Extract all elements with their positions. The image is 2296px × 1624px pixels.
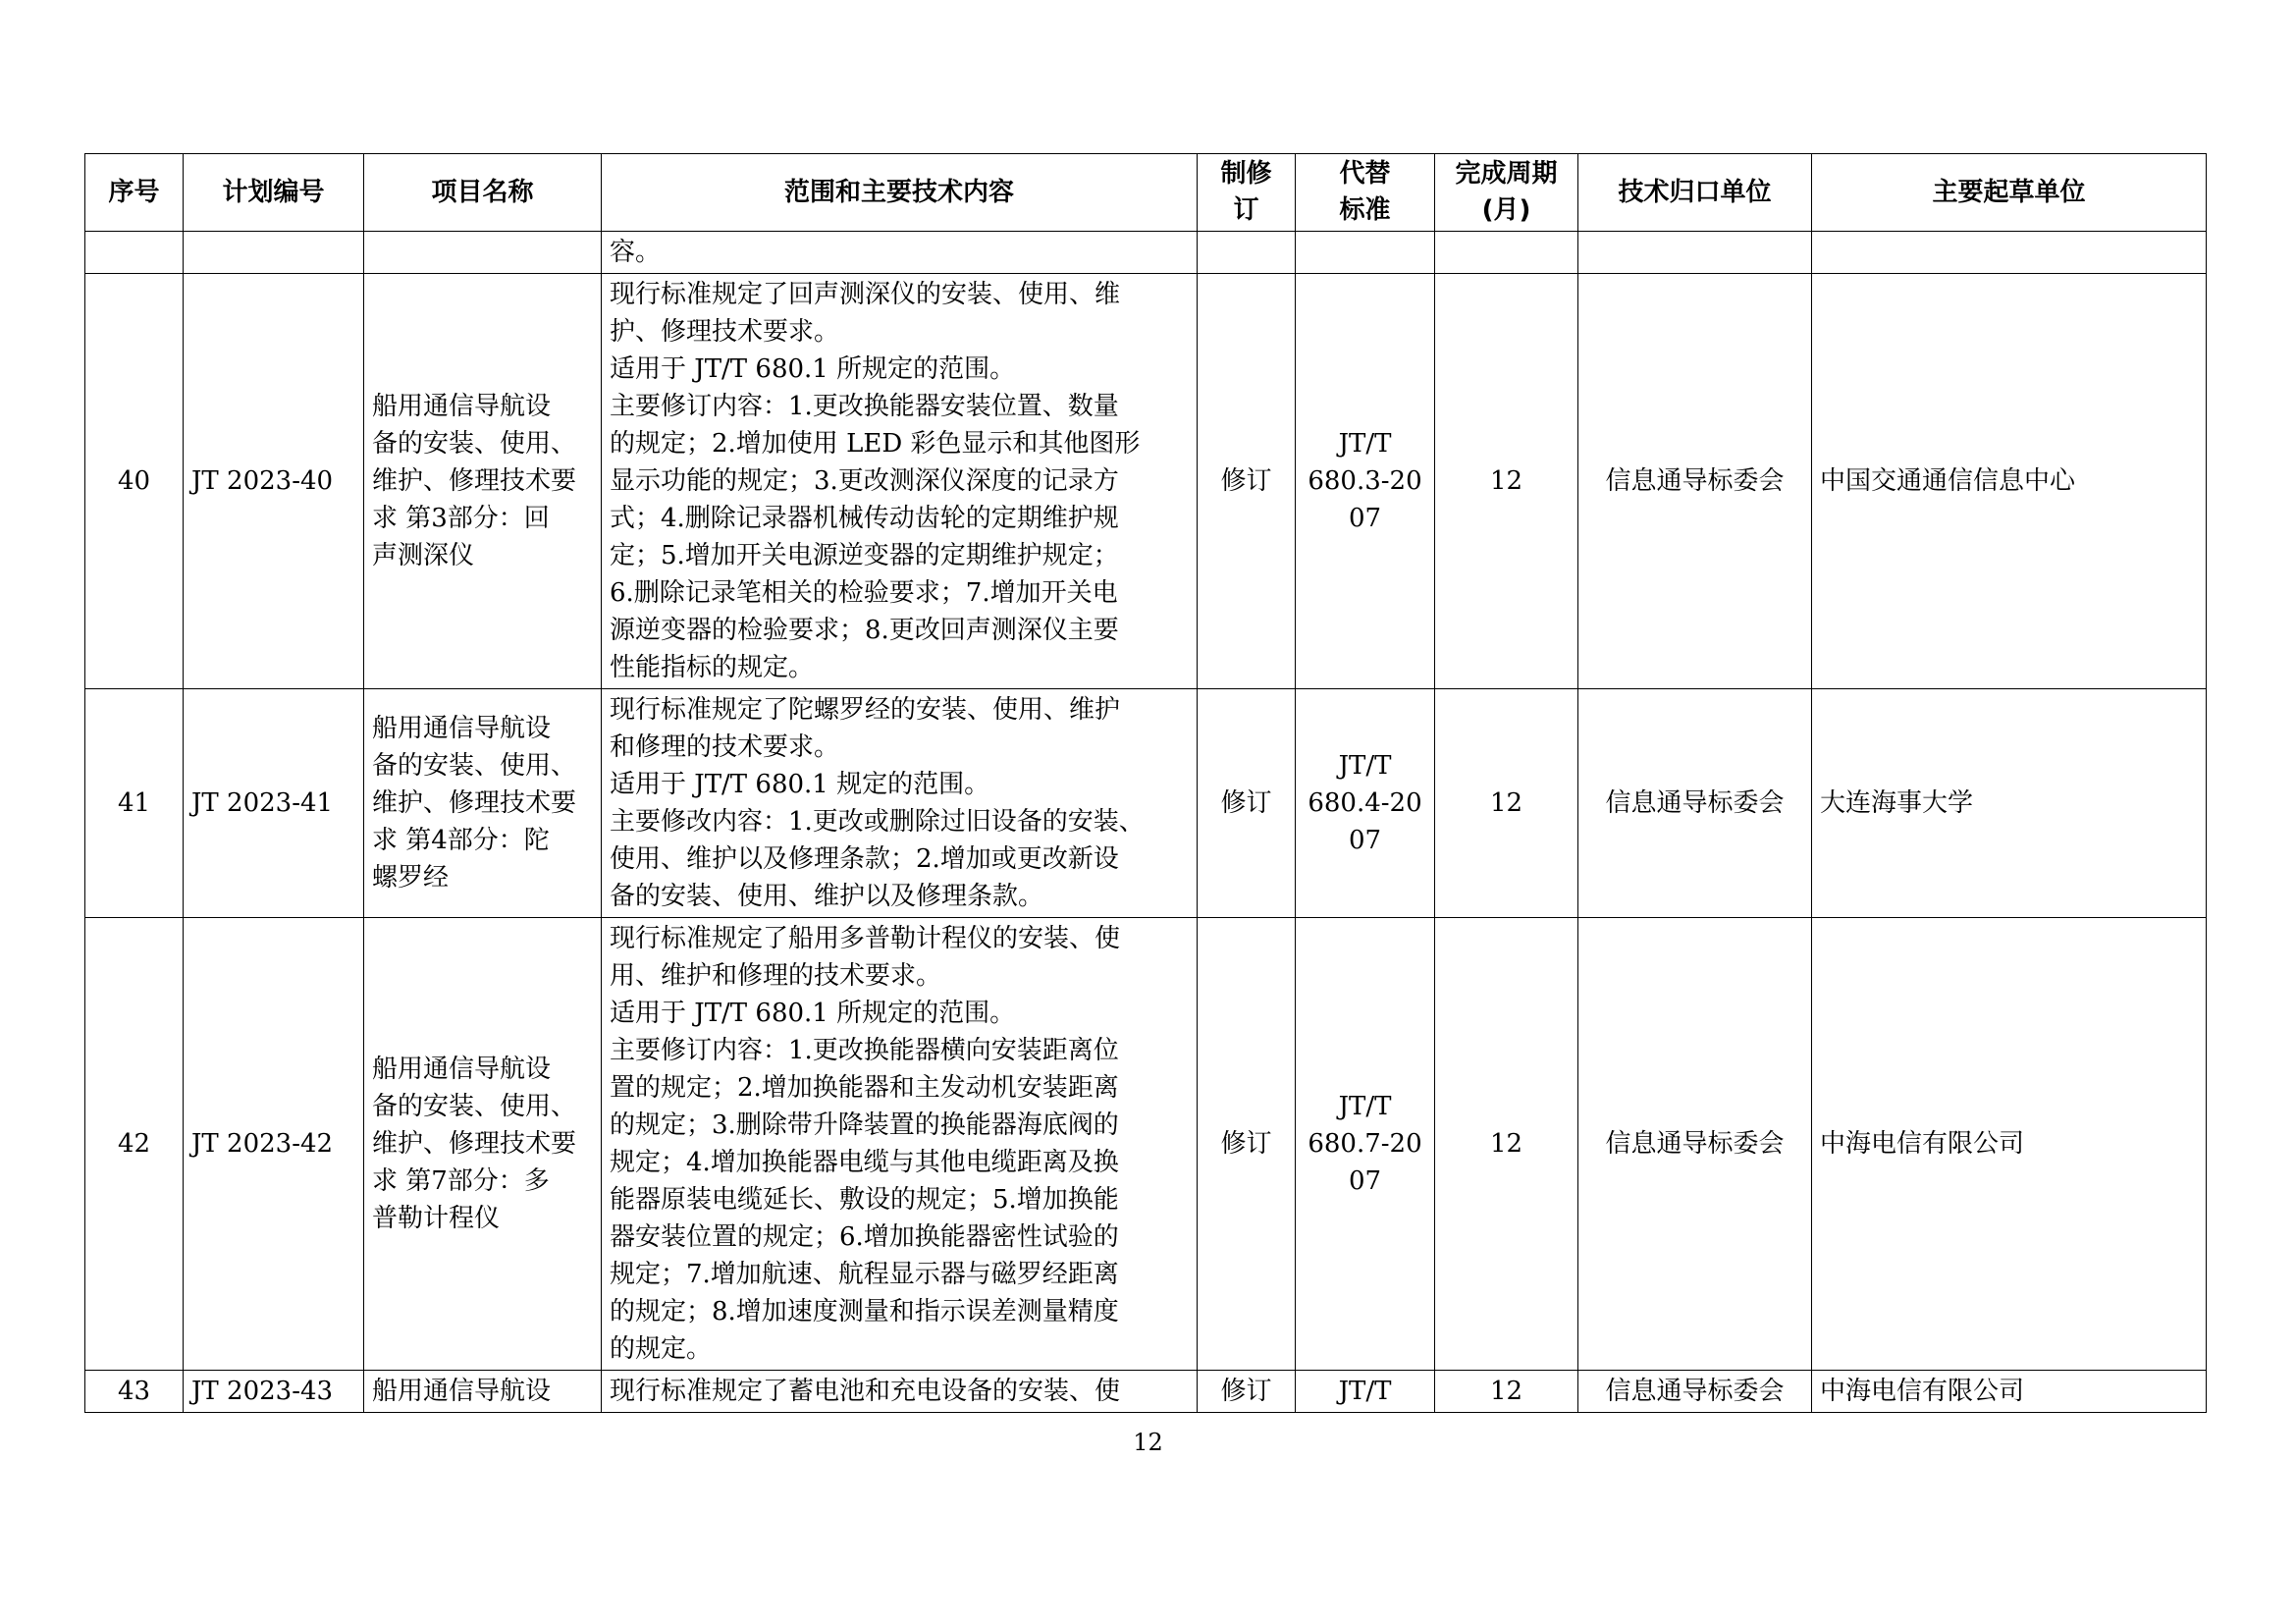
header-revision-line: 制修 [1220, 159, 1272, 189]
cell-empty [1812, 232, 2207, 274]
scope-line: 现行标准规定了陀螺罗经的安装、使用、维护 [610, 695, 1121, 725]
scope-line: 护、修理技术要求。 [610, 317, 840, 347]
name-line: 求 第3部分：回 [372, 504, 550, 533]
cell-seq: 40 [85, 274, 184, 689]
page-number: 12 [1133, 1429, 1163, 1456]
name-line: 船用通信导航设 [372, 1055, 552, 1084]
header-scope: 范围和主要技术内容 [602, 154, 1198, 232]
scope-line: 性能指标的规定。 [610, 653, 815, 682]
name-line: 求 第4部分：陀 [372, 826, 550, 855]
scope-line: 适用于 JT/T 680.1 规定的范围。 [610, 770, 990, 799]
header-revision-line: 订 [1233, 195, 1259, 225]
name-line: 螺罗经 [372, 863, 450, 893]
cell-empty [1435, 232, 1578, 274]
cell-project-name [364, 1371, 602, 1413]
replace-line: JT/T [1338, 429, 1392, 459]
cell-replace [1296, 274, 1435, 689]
cell-empty [85, 232, 184, 274]
cell-scope [602, 1371, 1198, 1413]
cell-tech-unit: 信息通导标委会 [1578, 689, 1812, 918]
cell-project-name [364, 689, 602, 918]
cell-revision: 修订 [1198, 274, 1296, 689]
cell-period: 12 [1435, 918, 1578, 1371]
cell-seq: 43 [85, 1371, 184, 1413]
scope-line: 源逆变器的检验要求；8.更改回声测深仪主要 [610, 616, 1119, 645]
scope-line: 器安装位置的规定；6.增加换能器密性试验的 [610, 1222, 1119, 1252]
scope-line: 现行标准规定了蓄电池和充电设备的安装、使 [610, 1377, 1121, 1406]
header-replace-line: 代替 [1339, 159, 1391, 189]
header-plan-no: 计划编号 [184, 154, 364, 232]
name-line: 船用通信导航设 [372, 392, 552, 421]
header-tech-unit: 技术归口单位 [1578, 154, 1812, 232]
replace-line: 07 [1348, 504, 1382, 533]
cell-empty [184, 232, 364, 274]
scope-line: 定；5.增加开关电源逆变器的定期维护规定； [610, 541, 1119, 570]
header-replace [1296, 154, 1435, 232]
name-line: 普勒计程仪 [372, 1204, 501, 1233]
header-period [1435, 154, 1578, 232]
cell-period: 12 [1435, 1371, 1578, 1413]
scope-line: 显示功能的规定；3.更改测深仪深度的记录方 [610, 466, 1119, 496]
header-project-name: 项目名称 [364, 154, 602, 232]
name-line: 备的安装、使用、 [372, 751, 577, 781]
standards-plan-table [84, 153, 2207, 1413]
header-period-line: 完成周期 [1455, 159, 1558, 189]
cell-tech-unit: 信息通导标委会 [1578, 274, 1812, 689]
table-header-row [85, 154, 2207, 232]
cell-scope [602, 689, 1198, 918]
cell-empty [1578, 232, 1812, 274]
name-line: 维护、修理技术要 [372, 466, 577, 496]
cell-revision: 修订 [1198, 1371, 1296, 1413]
scope-line: 使用、维护以及修理条款；2.增加或更改新设 [610, 844, 1119, 874]
name-line: 备的安装、使用、 [372, 1092, 577, 1121]
scope-line: 容。 [610, 238, 662, 267]
scope-line: 的规定。 [610, 1334, 713, 1364]
scope-line: 主要修订内容：1.更改换能器安装位置、数量 [610, 392, 1119, 421]
name-line: 船用通信导航设 [372, 714, 552, 743]
scope-line: 式；4.删除记录器机械传动齿轮的定期维护规 [610, 504, 1119, 533]
cell-plan-no: JT 2023-43 [184, 1371, 364, 1413]
cell-empty [1198, 232, 1296, 274]
scope-line: 的规定；3.删除带升降装置的换能器海底阀的 [610, 1110, 1119, 1140]
cell-scope [602, 274, 1198, 689]
table-row [85, 918, 2207, 1371]
cell-period: 12 [1435, 689, 1578, 918]
scope-line: 现行标准规定了回声测深仪的安装、使用、维 [610, 280, 1121, 309]
cell-empty [364, 232, 602, 274]
replace-line: JT/T [1338, 751, 1392, 781]
name-line: 维护、修理技术要 [372, 788, 577, 818]
name-line: 声测深仪 [372, 541, 475, 570]
cell-project-name [364, 918, 602, 1371]
header-replace-line: 标准 [1339, 195, 1391, 225]
cell-seq: 42 [85, 918, 184, 1371]
header-revision [1198, 154, 1296, 232]
header-drafting-unit: 主要起草单位 [1812, 154, 2207, 232]
cell-empty [1296, 232, 1435, 274]
scope-line: 适用于 JT/T 680.1 所规定的范围。 [610, 354, 1016, 384]
cell-plan-no: JT 2023-42 [184, 918, 364, 1371]
cell-revision: 修订 [1198, 918, 1296, 1371]
replace-line: 07 [1348, 1166, 1382, 1196]
table-row [85, 274, 2207, 689]
table-row [85, 689, 2207, 918]
replace-line: JT/T [1338, 1377, 1392, 1406]
replace-line: 680.4-20 [1308, 788, 1422, 818]
cell-replace [1296, 1371, 1435, 1413]
header-seq: 序号 [85, 154, 184, 232]
header-period-line: (月) [1481, 195, 1531, 225]
scope-line: 备的安装、使用、维护以及修理条款。 [610, 882, 1044, 911]
cell-project-name [364, 274, 602, 689]
scope-line: 能器原装电缆延长、敷设的规定；5.增加换能 [610, 1185, 1119, 1215]
cell-tech-unit: 信息通导标委会 [1578, 918, 1812, 1371]
cell-revision: 修订 [1198, 689, 1296, 918]
replace-line: JT/T [1338, 1092, 1392, 1121]
scope-line: 的规定；8.增加速度测量和指示误差测量精度 [610, 1297, 1119, 1326]
cell-plan-no: JT 2023-40 [184, 274, 364, 689]
cell-period: 12 [1435, 274, 1578, 689]
cell-plan-no: JT 2023-41 [184, 689, 364, 918]
cell-scope [602, 918, 1198, 1371]
cell-replace [1296, 918, 1435, 1371]
replace-line: 680.3-20 [1308, 466, 1422, 496]
cell-drafting-unit: 中海电信有限公司 [1812, 1371, 2207, 1413]
cell-tech-unit: 信息通导标委会 [1578, 1371, 1812, 1413]
cell-drafting-unit: 中海电信有限公司 [1812, 918, 2207, 1371]
cell-replace [1296, 689, 1435, 918]
scope-line: 主要修订内容：1.更改换能器横向安装距离位 [610, 1036, 1119, 1065]
scope-line: 用、维护和修理的技术要求。 [610, 961, 942, 991]
replace-line: 07 [1348, 826, 1382, 855]
scope-line: 适用于 JT/T 680.1 所规定的范围。 [610, 999, 1016, 1028]
cell-seq: 41 [85, 689, 184, 918]
table-row [85, 1371, 2207, 1413]
scope-line: 规定；4.增加换能器电缆与其他电缆距离及换 [610, 1148, 1119, 1177]
scope-line: 和修理的技术要求。 [610, 732, 840, 762]
name-line: 船用通信导航设 [372, 1377, 552, 1406]
scope-line: 规定；7.增加航速、航程显示器与磁罗经距离 [610, 1260, 1119, 1289]
name-line: 求 第7部分：多 [372, 1166, 550, 1196]
name-line: 维护、修理技术要 [372, 1129, 577, 1159]
scope-line: 主要修改内容：1.更改或删除过旧设备的安装、 [610, 807, 1145, 837]
cell-drafting-unit: 大连海事大学 [1812, 689, 2207, 918]
scope-line: 现行标准规定了船用多普勒计程仪的安装、使 [610, 924, 1121, 953]
scope-line: 置的规定；2.增加换能器和主发动机安装距离 [610, 1073, 1119, 1103]
scope-line: 的规定；2.增加使用 LED 彩色显示和其他图形 [610, 429, 1141, 459]
cell-drafting-unit: 中国交通通信信息中心 [1812, 274, 2207, 689]
cell-scope-continued [602, 232, 1198, 274]
replace-line: 680.7-20 [1308, 1129, 1422, 1159]
table-row-continuation [85, 232, 2207, 274]
name-line: 备的安装、使用、 [372, 429, 577, 459]
scope-line: 6.删除记录笔相关的检验要求；7.增加开关电 [610, 578, 1118, 608]
